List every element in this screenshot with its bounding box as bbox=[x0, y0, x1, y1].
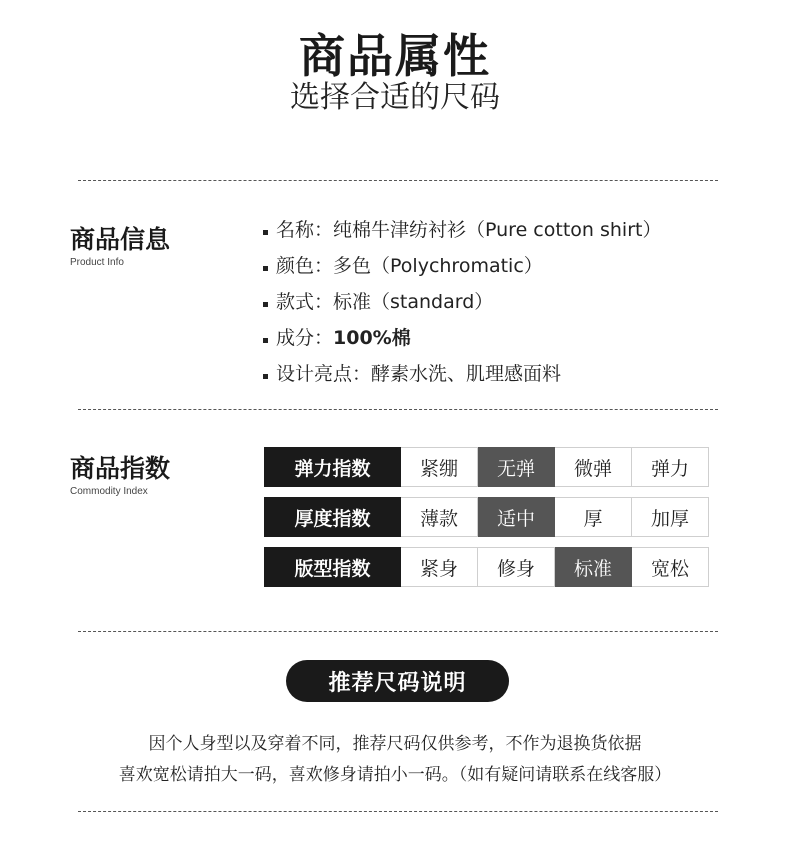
bullet-icon bbox=[263, 266, 268, 271]
commodity-index-subtitle: Commodity Index bbox=[70, 486, 148, 497]
info-label: 颜色： bbox=[276, 255, 334, 277]
info-value: 纯棉牛津纺衬衫（Pure cotton shirt） bbox=[333, 219, 662, 241]
index-row-label: 版型指数 bbox=[264, 547, 401, 587]
bullet-icon bbox=[263, 374, 268, 379]
bullet-icon bbox=[263, 230, 268, 235]
index-option: 厚 bbox=[555, 497, 632, 537]
size-note-line1: 因个人身型以及穿着不同，推荐尺码仅供参考，不作为退换货依据 bbox=[148, 734, 642, 754]
info-label: 款式： bbox=[276, 291, 334, 313]
index-row-fit bbox=[264, 547, 709, 587]
index-option: 弹力 bbox=[632, 447, 709, 487]
divider bbox=[78, 180, 718, 181]
commodity-index-table bbox=[264, 447, 709, 597]
index-option: 加厚 bbox=[632, 497, 709, 537]
info-value: 多色（Polychromatic） bbox=[333, 255, 543, 277]
index-row-thickness bbox=[264, 497, 709, 537]
page-subtitle: 选择合适的尺码 bbox=[290, 80, 500, 115]
index-option: 紧身 bbox=[401, 547, 478, 587]
bullet-icon bbox=[263, 338, 268, 343]
divider bbox=[78, 631, 718, 632]
info-item-composition bbox=[263, 320, 661, 356]
info-item-name bbox=[263, 212, 661, 248]
info-item-style bbox=[263, 284, 661, 320]
index-option: 无弹 bbox=[478, 447, 555, 487]
index-option: 适中 bbox=[478, 497, 555, 537]
index-option: 标准 bbox=[555, 547, 632, 587]
info-label: 名称： bbox=[276, 219, 334, 241]
info-item-highlights bbox=[263, 356, 661, 392]
page-title: 商品属性 bbox=[299, 29, 491, 83]
index-option: 宽松 bbox=[632, 547, 709, 587]
info-item-color bbox=[263, 248, 661, 284]
product-info-subtitle: Product Info bbox=[70, 257, 124, 268]
info-value: 100%棉 bbox=[333, 327, 411, 349]
divider bbox=[78, 811, 718, 812]
info-label: 设计亮点： bbox=[276, 363, 372, 385]
size-note-badge: 推荐尺码说明 bbox=[286, 660, 509, 702]
info-value: 标准（standard） bbox=[333, 291, 494, 313]
size-note-line2: 喜欢宽松请拍大一码，喜欢修身请拍小一码。（如有疑问请联系在线客服） bbox=[118, 765, 672, 785]
index-option: 紧绷 bbox=[401, 447, 478, 487]
info-label: 成分： bbox=[276, 327, 334, 349]
info-value: 酵素水洗、肌理感面料 bbox=[371, 363, 562, 385]
index-row-label: 弹力指数 bbox=[264, 447, 401, 487]
index-row-elasticity bbox=[264, 447, 709, 487]
index-row-label: 厚度指数 bbox=[264, 497, 401, 537]
index-option: 修身 bbox=[478, 547, 555, 587]
commodity-index-title: 商品指数 bbox=[70, 454, 171, 483]
bullet-icon bbox=[263, 302, 268, 307]
index-option: 微弹 bbox=[555, 447, 632, 487]
product-info-title: 商品信息 bbox=[70, 225, 171, 254]
divider bbox=[78, 409, 718, 410]
index-option: 薄款 bbox=[401, 497, 478, 537]
product-info-list bbox=[263, 212, 661, 392]
